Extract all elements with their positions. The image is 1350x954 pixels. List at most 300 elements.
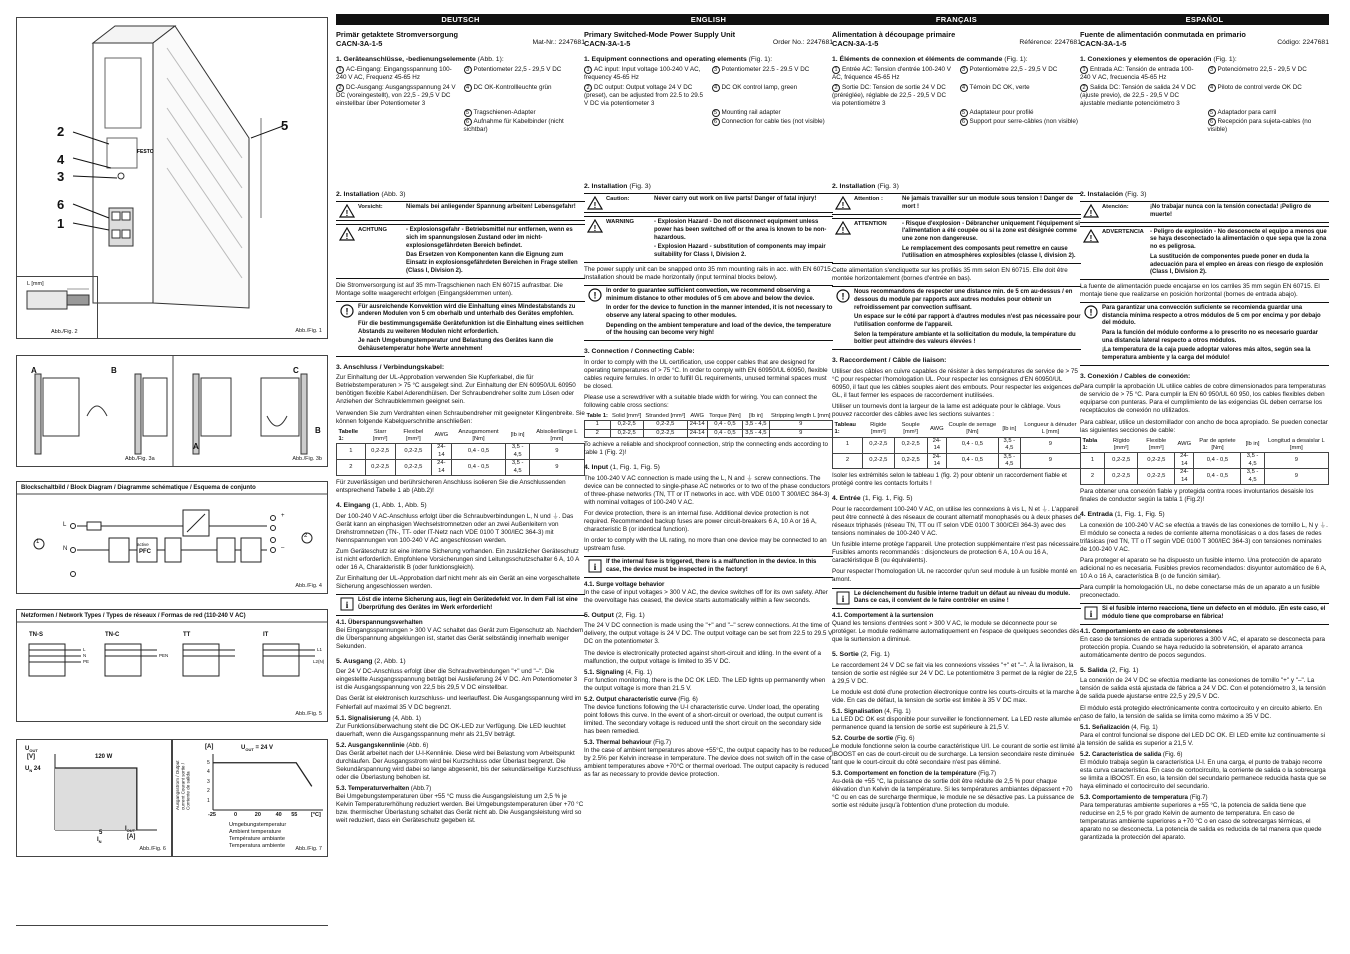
fig5-l: L bbox=[83, 647, 86, 652]
section-4-1-heading: 4.1. Surge voltage behavior bbox=[584, 580, 665, 588]
callout-2: 2 bbox=[57, 124, 65, 139]
section-1-heading: 1. Conexiones y elementos de operación (Fig. 1): bbox=[1080, 55, 1237, 63]
num-1-icon: 1 bbox=[832, 66, 840, 74]
callout-3: 3 bbox=[57, 169, 65, 184]
fig3-label-b2: B bbox=[315, 426, 321, 435]
item-3: 3 Potentiometer 22,5 - 29,5 V DC bbox=[464, 66, 586, 82]
num-1-icon: 1 bbox=[584, 66, 592, 74]
cable-table: Table 1: Solid [mm²] Stranded [mm²] AWG Torque [Nm] [lb in] Stripping length L [mm] 1 0,2-2,5 0,2-2,5 24-14 0,4 - 0,5 3,5 - 4,5 9 2 0,2-2,5 0,2-2,5 24-14 0,4 - 0,5 3,5 - 4,5 9 bbox=[584, 413, 833, 438]
order-number: Order No.: 2247681 bbox=[772, 39, 833, 47]
warning-text: - Explosion Hazard - Do not disconnect equipment unless power has been switched off or the area is known to be non-hazardous. - Explosion Hazard - substitution of components may impair suitability for Class I, Division 2. bbox=[654, 219, 827, 259]
table-row: 2 0,2-2,5 0,2-2,5 24-14 0,4 - 0,5 3,5 - 4,5 9 bbox=[1081, 469, 1329, 485]
item-5: 5 Tragschienen-Adapter bbox=[464, 109, 586, 117]
caution-text: Niemals bei anliegender Spannung arbeiten! Lebensgefahr! bbox=[406, 204, 576, 211]
ul-text: Pour respecter l'homologation UL ne raccorder qu'un seul module à un fusible monté en amont. bbox=[832, 568, 1077, 584]
ul-text: Para cumplir la homologación UL, no debe conectarse más de un aparato a un fusible preconectado. bbox=[1080, 584, 1320, 600]
num-5-icon: 5 bbox=[1208, 109, 1216, 117]
fig4-n: N bbox=[63, 546, 68, 552]
fig7-curve bbox=[213, 763, 312, 787]
connection-text-2: Utiliser un tournevis dont la largeur de la lame est adéquate pour le câblage. Vous pouvez raccorder des câbles avec les sections suivantes : bbox=[832, 402, 1061, 418]
svg-text:!: ! bbox=[841, 225, 845, 235]
svg-text:i: i bbox=[345, 600, 349, 611]
num-5-icon: 5 bbox=[712, 109, 720, 117]
fig5-tnc: TN-C bbox=[105, 632, 120, 638]
language-header: DEUTSCH bbox=[336, 14, 585, 25]
section-5-heading: 5. Ausgang (2, Abb. 1) bbox=[336, 657, 406, 665]
protection-text: The device is electronically protected against short-circuit and idling. In the event of a malfunction, the output voltage is limited to 35 V DC. bbox=[584, 649, 821, 665]
fig5-n: N bbox=[83, 653, 87, 658]
exclamation-circle-icon bbox=[336, 304, 358, 354]
figure-2-inset bbox=[17, 276, 98, 339]
bottom-rule bbox=[16, 925, 328, 926]
section-5-3-heading: 5.3. Temperaturverhalten (Abb.7) bbox=[336, 784, 432, 792]
caution-box bbox=[1080, 201, 1329, 222]
section-5-3-heading: 5.3. Comportamiento de temperatura (Fig.7) bbox=[1080, 793, 1208, 801]
section-5-2-heading: 5.2. Output characteristic curve (Fig. 6) bbox=[584, 695, 698, 703]
warning-triangle-icon bbox=[832, 221, 854, 261]
warning-box bbox=[584, 216, 833, 262]
item-1: 1 AC-Eingang: Eingangsspannung 100-240 V AC, Frequenz 45-65 Hz bbox=[336, 66, 452, 82]
input-text: La conexión de 100-240 V AC se efectúa a través de las conexiones de tornillo L, N y ⏚. El módulo se conecta a redes de corriente alterna monofásicas o a dos fases de redes trifásicas (red TN, TT o IT según VDE 0100 T 300/IEC 364-3) con tensiones nominales de 100-240 V AC. bbox=[1080, 521, 1328, 553]
fig5-caption: Abb./Fig. 5 bbox=[295, 710, 322, 717]
connection-text: In order to comply with the UL certification, use copper cables that are designed for operating temperatures of > 75 °C. In order to comply with EN 60950/UL 60950, flexible cables require ferrules. In order to fulfill GL requirements, unused terminal spaces must be closed. bbox=[584, 358, 828, 390]
section-5-2-heading: 5.2. Ausgangskennlinie (Abb. 6) bbox=[336, 741, 429, 749]
fuse-note: i Le déclenchement du fusible interne traduit un défaut au niveau du module. Dans ce cas, il convient de le faire contrôler en usine ! bbox=[832, 588, 1081, 609]
section-2-heading: 2. Installation (Fig. 3) bbox=[584, 182, 651, 190]
fig7-x-tick: 0 bbox=[234, 812, 238, 818]
item-2: 2 DC-Ausgang: Ausgangsspannung 24 V DC (voreingestellt), von 22,5 - 29,5 V DC einstellbar über Potentiometer 3 bbox=[336, 83, 456, 107]
fuse-note: i If the internal fuse is triggered, there is a malfunction in the device. In this case, the device must be inspected in the factory! bbox=[584, 556, 833, 577]
item-6: 6 Recepción para sujeta-cables (no visible) bbox=[1207, 117, 1312, 133]
connection-text: Zur Einhaltung der UL-Approbation verwenden Sie Kupferkabel, die für Betriebstemperaturen > 75 °C ausgelegt sind. Zur Einhaltung der EN 60950/UL 60950 benötigen flexible Kabel Aderendhülsen. Der Schraubendreher sollte zum Lösen oder Anziehen der Schraubklemmen geeignet sein. bbox=[336, 374, 576, 406]
table-row: 1 0,2-2,5 0,2-2,5 24-14 0,4 - 0,5 3,5 - 4,5 9 bbox=[833, 437, 1081, 453]
warning-label: ATTENTION bbox=[854, 220, 887, 227]
num-2-icon: 2 bbox=[584, 84, 592, 92]
cable-table: Tabla 1: Rígido [mm²] Flexible [mm²] AWG Par de apriete [Nm] [lb in] Longitud a desaislar L [mm] 1 0,2-2,5 0,2-2,5 24-14 0,4 - 0,5 3,5 - 4,5 9 2 0,2-2,5 0,2-2,5 24-14 0,4 - 0,5 3,5 - 4,5 9 bbox=[1080, 438, 1329, 485]
section-5-1-heading: 5.1. Signalisierung (4, Abb. 1) bbox=[336, 714, 421, 722]
signaling-text: For function monitoring, there is the DC OK LED. The LED lights up permanently when the output voltage is more than 21.5 V. bbox=[584, 676, 826, 692]
item-5: 5 Adaptateur pour profilé bbox=[960, 109, 1082, 117]
num-3-icon: 3 bbox=[960, 66, 968, 74]
callout-5: 5 bbox=[281, 118, 289, 133]
surge-text: Quand les tensions d'entrées sont > 300 V AC, le module se déconnecte pour se protéger. Le module redémarre automatiquement en l'espace de quelques secondes dès que la surtension a diminué. bbox=[832, 619, 1080, 643]
item-1: 1 AC input: Input voltage 100-240 V AC, frequency 45-65 Hz bbox=[584, 66, 701, 82]
section-5-3-heading: 5.3. Thermal behaviour (Fig.7) bbox=[584, 738, 672, 746]
info-icon bbox=[832, 591, 854, 606]
fig7-caption: Abb./Fig. 7 bbox=[295, 845, 322, 852]
fuse-text: For device protection, there is an internal fuse. Additional device protection is not required. Recommended backup fuses are power circuit-breakers 6 A, 10 A or 16 A, characteristic B (or identical function). bbox=[584, 510, 817, 534]
item-3: 3 Potentiometer 22.5 - 29.5 V DC bbox=[712, 66, 834, 82]
section-5-3-heading: 5.3. Comportement en fonction de la température (Fig.7) bbox=[832, 769, 997, 777]
order-number: Código: 2247681 bbox=[1277, 39, 1329, 47]
fig4-minus: – bbox=[281, 545, 285, 551]
stripping-text: Para obtener una conexión fiable y protegida contra roces involuntarios desaisle los finales de conductor según la tabla 1 (Fig.2)! bbox=[1080, 488, 1314, 504]
fig7-x-tick: 20 bbox=[254, 812, 261, 818]
section-5-heading: 5. Sortie (2, Fig. 1) bbox=[832, 650, 890, 658]
num-4-icon: 4 bbox=[464, 84, 472, 92]
section-5-1-heading: 5.1. Signaling (4, Fig. 1) bbox=[584, 668, 653, 676]
info-icon bbox=[336, 597, 358, 612]
svg-text:!: ! bbox=[593, 201, 597, 211]
num-5-icon: 5 bbox=[960, 109, 968, 117]
exclamation-circle-icon bbox=[1080, 305, 1102, 363]
section-4-heading: 4. Eingang (1, Abb. 1, Abb. 5) bbox=[336, 502, 427, 510]
num-2-icon: 2 bbox=[336, 84, 344, 92]
item-4: 4 Témoin DC OK, verte bbox=[960, 84, 1082, 108]
fig3-label-b: B bbox=[111, 366, 117, 375]
item-6: 6 Support pour serre-câbles (non visible) bbox=[960, 118, 1082, 126]
fig4-caption: Abb./Fig. 4 bbox=[295, 582, 322, 589]
warning-triangle-icon bbox=[584, 196, 606, 210]
fig6-un: $U_N$ 24 bbox=[25, 766, 41, 774]
cable-table: Tableau 1: Rigide [mm²] Souple [mm²] AWG Couple de serrage [Nm] [lb in] Longueur à dénuder L [mm] 1 0,2-2,5 0,2-2,5 24-14 0,4 - 0,5 3,5 - 4,5 9 2 0,2-2,5 0,2-2,5 24-14 0,4 - 0,5 3,5 - 4,5 9 bbox=[832, 422, 1081, 469]
installation-text: Cette alimentation s'encliquette sur les profilés 35 mm selon EN 60715. Elle doit être montée horizontalement (bornes d'entrée en bas). bbox=[832, 267, 1068, 283]
product-model-row bbox=[336, 39, 585, 48]
section-4-heading: 4. Input (1, Fig. 1, Fig. 5) bbox=[584, 464, 660, 472]
product-title: Fuente de alimentación conmutada en primario bbox=[1080, 30, 1246, 39]
thermal-text: Bei Umgebungstemperaturen über +55 °C muss die Ausgangsleistung um 2,5 % je Kelvin Temperaturerhöhung reduziert werden. Bei Umgebungstemperaturen über +70 °C bzw. thermischer Überlastung schaltet das Gerät nicht ab. Die Ausgangsleistung wird so weit reduziert, dass ein Geräteschutz gegeben ist. bbox=[336, 792, 584, 824]
caution-label: Vorsicht: bbox=[358, 204, 383, 211]
connection-items bbox=[832, 66, 1081, 125]
fig3a-caption: Abb./Fig. 3a bbox=[125, 455, 155, 462]
num-3-icon: 3 bbox=[1208, 66, 1216, 74]
connection-items bbox=[584, 66, 833, 125]
warning-triangle-icon bbox=[1080, 229, 1102, 277]
product-title: Alimentation à découpage primaire bbox=[832, 30, 956, 39]
section-2-heading: 2. Installation (Fig. 3) bbox=[832, 182, 899, 190]
signaling-text: Para el control funcional se dispone del LED DC OK. El LED emite luz continuamente si la tensión de salida es superior a 21,5 V. bbox=[1080, 731, 1326, 747]
product-model-row bbox=[584, 39, 833, 48]
fig4-in: 1 bbox=[36, 539, 40, 545]
section-5-heading: 5. Output (2, Fig. 1) bbox=[584, 611, 645, 619]
info-icon bbox=[1080, 606, 1102, 621]
warning-box bbox=[336, 224, 585, 278]
output-text: The 24 V DC connection is made using the "+" and "–" screw connections. At the time of delivery, the output voltage is 24 V DC. The output voltage can be set from 22.5 to 29.5 V DC on the potentiometer 3. bbox=[584, 622, 833, 646]
fig2-caption: Abb./Fig. 2 bbox=[51, 328, 78, 335]
fig5-title: Netzformen / Network Types / Types de réseaux / Formas de red (110-240 V AC) bbox=[21, 613, 246, 619]
num-5-icon: 5 bbox=[464, 109, 472, 117]
warning-triangle-icon bbox=[336, 227, 358, 275]
svg-text:!: ! bbox=[593, 290, 597, 301]
table-row: 2 0,2-2,5 0,2-2,5 24-14 0,4 - 0,5 3,5 - 4,5 9 bbox=[585, 429, 833, 437]
table-row: 1 0,2-2,5 0,2-2,5 24-14 0,4 - 0,5 3,5 - 4,5 9 bbox=[585, 421, 833, 429]
thermal-text: Para temperaturas ambiente superiores a +55 °C, la potencia de salida tiene que reducirse en 2,5 % por grado Kelvin de aumento de temperatura. En caso de temperaturas ambiente superiores a +70 °C o en caso de sobrecargas térmicas, el aparato no se desconecta. La potencia de salida es reducida de tal manera que quede garantizada la protección del aparato. bbox=[1080, 801, 1322, 841]
mounting-drawing bbox=[17, 356, 328, 467]
language-header: FRANÇAIS bbox=[832, 14, 1081, 25]
connection-text: Utiliser des câbles en cuivre capables de résister à des températures de service de > 75 °C pour respecter l'homologation UL. Pour respecter les consignes d'EN 60950/UL 60950, il faut que les câbles souples aient des embouts. Pour respecter les exigences de GL, il faut fermer les espaces de raccordement inutilisées. bbox=[832, 367, 1081, 399]
fig7-x-label: Umgebungstemperatur Ambient temperature Température ambiante Temperatura ambiente bbox=[229, 822, 287, 849]
fig3b-caption: Abb./Fig. 3b bbox=[292, 455, 322, 462]
item-4: 4 DC OK-Kontrollleuchte grün bbox=[464, 84, 586, 108]
item-3: 3 Potenciómetro 22,5 - 29,5 V DC bbox=[1208, 66, 1330, 82]
installation-text: Die Stromversorgung ist auf 35 mm-Tragschienen nach EN 60715 aufrastbar. Die Montage sollte waagerecht erfolgen (Eingangsklemmen unten). bbox=[336, 281, 563, 297]
section-3-heading: 3. Conexión / Cables de conexión: bbox=[1080, 372, 1191, 380]
convection-note: ! Für ausreichende Konvektion wird die Einhaltung eines Mindestabstands zu anderen Modulen von 5 cm oberhalb und unterhalb des Gerätes empfohlen. Für die bestimmungsgemäße Gerätefunktion ist die Einhaltung eines seitlichen Abstands zu weiteren Modulen nicht erforderlich. Je nach Umgebungstemperatur und Belastung des Gerätes kann die Gehäusetemperatur hohe Werte annehmen! bbox=[336, 301, 585, 357]
fig3-label-a2: A bbox=[193, 442, 199, 451]
input-text: The 100-240 V AC connection is made using the L, N and ⏚ screw connections. The device can be connected to single-phase AC networks or to two of the phase conductors of three-phase networks (TN, TT or IT networks in acc. with VDE 0100 T 300/IEC 364-3) with nominal voltages of 100-240 V AC. bbox=[584, 474, 831, 507]
thermal-text: In the case of ambient temperatures above +55°C, the output capacity has to be reduced by 2.5% per Kelvin increase in temperature. The device does not switch off in the case of ambient temperatures above +70°C or thermal overload. The output capacity is reduced as far as necessary to provide device protection. bbox=[584, 746, 832, 778]
protection-text: Das Gerät ist elektronisch kurzschluss- und leerlauffest. Die Ausgangsspannung wird im Fehlerfall auf maximal 35 V DC begrenzt. bbox=[336, 695, 582, 711]
column-français bbox=[832, 14, 1081, 944]
section-4-1-heading: 4.1. Comportamiento en caso de sobretensiones bbox=[1080, 627, 1223, 635]
caution-label: Attention : bbox=[854, 196, 883, 203]
num-2-icon: 2 bbox=[832, 84, 840, 92]
surge-text: In the case of input voltages > 300 V AC, the device switches off for its own safety. After the overvoltage has ceased, the device starts automatically within a few seconds. bbox=[584, 588, 828, 604]
section-3-heading: 3. Connection / Connecting Cable: bbox=[584, 347, 695, 355]
column-english bbox=[584, 14, 833, 944]
svg-text:!: ! bbox=[1089, 233, 1093, 243]
section-4-1-heading: 4.1. Comportement à la surtension bbox=[832, 611, 934, 619]
fig2-label: L [mm] bbox=[27, 281, 44, 287]
fig5-pe: PE bbox=[83, 659, 90, 664]
svg-text:!: ! bbox=[1089, 209, 1093, 219]
order-number: Référence: 2247681 bbox=[1019, 39, 1081, 47]
num-4-icon: 4 bbox=[1208, 84, 1216, 92]
svg-text:FESTO: FESTO bbox=[137, 149, 154, 155]
network-types-diagram bbox=[17, 610, 328, 722]
fig3-label-c: C bbox=[293, 366, 299, 375]
section-4-heading: 4. Entrada (1, Fig. 1, Fig. 5) bbox=[1080, 511, 1165, 519]
figure-6 bbox=[16, 739, 172, 857]
section-1-heading: 1. Éléments de connexion et éléments de commande (Fig. 1): bbox=[832, 55, 1028, 63]
fig6-in-label: $I_N$ bbox=[97, 837, 102, 845]
section-5-1-heading: 5.1. Signalisation (4, Fig. 1) bbox=[832, 707, 911, 715]
characteristic-text: The device functions following the U-I characteristic curve. Under load, the operating point follows this curve. In the event of a short-circuit or overload, the output current is limited. The secondary voltage is reduced until the short circuit on the secondary side has been remedied. bbox=[584, 703, 823, 735]
num-6-icon: 6 bbox=[464, 118, 472, 126]
connection-text-2: Para cablear, utilice un destornillador con ancho de boca apropiado. Se pueden conectar las siguientes secciones de cable: bbox=[1080, 418, 1328, 434]
order-number: Mat-Nr.: 2247681 bbox=[532, 39, 585, 47]
caution-box bbox=[336, 201, 585, 221]
stripping-text: Für zuverlässigen und berührsicheren Anschluss isolieren Sie die Anschlussenden entsprechend Tabelle 1 ab (Abb.2)! bbox=[336, 479, 566, 495]
connection-text-2: Verwenden Sie zum Verdrahten einen Schraubendreher mit geeigneter Klingenbreite. Sie können folgende Kabelquerschnitte anschließen: bbox=[336, 409, 585, 425]
warning-text: - Risque d'explosion - Débrancher uniquement l'équipement si l'alimentation a été coupée ou si la zone est désignée comme une zone non dangereuse. Le remplacement des composants peut remettre en cause l'utilisation en atmosphères explosibles (classe I, division 2). bbox=[902, 220, 1080, 260]
svg-text:!: ! bbox=[345, 232, 349, 242]
fig6-caption: Abb./Fig. 6 bbox=[139, 845, 166, 852]
stripping-text: Isoler les extrémités selon le tableau 1 (fig. 2) pour obtenir un raccordement fiable et protégé contre les contacts fortuits ! bbox=[832, 472, 1067, 488]
warning-label: ACHTUNG bbox=[358, 227, 387, 234]
model-number: CACN-3A-1-5 bbox=[1080, 39, 1127, 49]
language-header: ENGLISH bbox=[584, 14, 833, 25]
num-1-icon: 1 bbox=[1080, 66, 1088, 74]
warning-box bbox=[832, 218, 1081, 264]
section-3-heading: 3. Raccordement / Câble de liaison: bbox=[832, 356, 947, 364]
column-deutsch bbox=[336, 14, 585, 944]
table-row: 2 0,2-2,5 0,2-2,5 24-14 0,4 - 0,5 3,5 - 4,5 9 bbox=[833, 453, 1081, 469]
fig5-l1: L1 bbox=[317, 647, 323, 652]
output-text: La conexión de 24 V DC se efectúa mediante las conexiones de tornillo "+" y "–". La tensión de salida está ajustada de fábrica a 24 V DC. Con el potenciómetro 3, la tensión de salida puede ajustarse entre 22,5 y 29,5 V DC. bbox=[1080, 677, 1326, 701]
fig6-x-unit: [A] bbox=[127, 834, 136, 840]
figure-4 bbox=[16, 481, 328, 594]
item-5: 5 Mounting rail adapter bbox=[712, 109, 834, 117]
fig5-it: IT bbox=[263, 632, 269, 638]
surge-text: Bei Eingangsspannungen > 300 V AC schaltet das Gerät zum Eigenschutz ab. Nachdem die Überspannung abgeklungen ist, startet das Gerät selbständig innerhalb weniger Sekunden. bbox=[336, 626, 584, 650]
table-row: 2 0,2-2,5 0,2-2,5 24-14 0,4 - 0,5 3,5 - 4,5 9 bbox=[337, 460, 585, 476]
item-6: 6 Aufnahme für Kabelbinder (nicht sichtbar) bbox=[463, 117, 564, 133]
num-1-icon: 1 bbox=[336, 66, 344, 74]
model-number: CACN-3A-1-5 bbox=[584, 39, 631, 49]
fuse-text: Zum Geräteschutz ist eine interne Sicherung vorhanden. Ein zusätzlicher Geräteschutz ist nicht erforderlich. Empfohlene Vorsicherungen sind Leitungsschutzschalter 6 A, 10 A oder 16 A, Charakteristik B (oder funktionsgleich). bbox=[336, 548, 579, 572]
convection-note: ! In order to guarantee sufficient convection, we recommend observing a minimum distance to other modules of 5 cm above and below the device. In order for the device to function in the manner intended, it is not necessary to observe any lateral spacing to other modules. Depending on the ambient temperature and load of the device, the temperature of the housing can become very high! bbox=[584, 285, 833, 341]
cable-table: Tabelle 1: Starr [mm²] Flexibel [mm²] AWG Anzugsmoment [Nm] [lb in] Abisolierlänge L [mm] 1 0,2-2,5 0,2-2,5 24-14 0,4 - 0,5 3,5 - 4,5 9 2 0,2-2,5 0,2-2,5 24-14 0,4 - 0,5 3,5 - 4,5 9 bbox=[336, 429, 585, 476]
product-title: Primär getaktete Stromversorgung bbox=[336, 30, 458, 39]
product-model-row bbox=[1080, 39, 1329, 48]
protection-text: El módulo está protegido electrónicamente contra cortocircuito y en circuito abierto. En caso de fallo, la tensión de salida se limita como máximo a 35 V DC. bbox=[1080, 704, 1322, 720]
warning-triangle-icon bbox=[336, 204, 358, 218]
fig4-title: Blockschaltbild / Block Diagram / Diagramme schématique / Esquema de conjunto bbox=[21, 485, 256, 491]
section-3-heading: 3. Anschluss / Verbindungskabel: bbox=[336, 363, 445, 371]
fig6-in-value: 5 bbox=[99, 830, 103, 836]
column-español bbox=[1080, 14, 1329, 944]
num-6-icon: 6 bbox=[1208, 118, 1216, 126]
figure-7 bbox=[172, 739, 328, 857]
section-5-heading: 5. Salida (2, Fig. 1) bbox=[1080, 666, 1139, 674]
input-text: Der 100-240 V AC-Anschluss erfolgt über die Schraubverbindungen L, N und ⏚. Das Gerät kann an einphasigen Wechselstromnetzen oder an zwei Außenleitern von Drehstromnetzen (TN-, TT- oder IT-Netz nach VDE 0100 T 300/IEC 364-3) mit Nennspannungen von 100-240 V AC angeschlossen werden. bbox=[336, 512, 574, 544]
fuse-text: Un fusible interne protège l'appareil. Une protection supplémentaire n'est pas nécessaire. Fusibles amonts recommandés : disjoncteurs de protection 6 A, 10 A ou 16 A, caractéristique B (ou équivalents). bbox=[832, 541, 1081, 565]
fig4-active: active bbox=[137, 542, 149, 547]
warning-triangle-icon bbox=[832, 196, 854, 211]
thermal-text: Au-delà de +55 °C, la puissance de sortie doit être réduite de 2,5 % pour chaque élévation d'un Kelvin de la température. Si les températures ambiantes dépassent +70 °C ou en cas de surcharge thermique, le module ne se désactive pas. La puissance de sortie est réduite jusqu'à l'obtention d'une protection du module. bbox=[832, 777, 1074, 810]
fig7-y-tick: 1 bbox=[207, 797, 210, 804]
connection-text: Para cumplir la aprobación UL utilice cables de cobre dimensionados para temperaturas de servicio de > 75 °C. Para cumplir la EN 60 950/UL 60 950, los cables flexibles deben equiparse con punteras. Para el cumplimiento de las exigencias GL deben cerrarse los receptáculos de conexión no utilizados. bbox=[1080, 383, 1326, 415]
figure-1 bbox=[16, 17, 328, 339]
num-3-icon: 3 bbox=[712, 66, 720, 74]
item-1: 1 Entrée AC: Tension d'entrée 100-240 V AC, fréquence 45-65 Hz bbox=[832, 66, 951, 82]
signaling-text: Zur Funktionsüberwachung steht die DC OK-LED zur Verfügung. Die LED leuchtet dauerhaft, wenn die Ausgangsspannung mehr als 21,5V beträgt. bbox=[336, 722, 566, 738]
caution-text: ¡No trabajar nunca con la tensión conectada! ¡Peligro de muerte! bbox=[1150, 204, 1312, 219]
num-4-icon: 4 bbox=[712, 84, 720, 92]
caution-box bbox=[832, 193, 1081, 214]
characteristic-text: Le module fonctionne selon la courbe caractéristique U/I. Le courant de sortie est limité à IBOOST en cas de court-circuit ou de surcharge. La tension secondaire reste diminuée tant que le court-circuit du côté secondaire n'est pas éliminé. bbox=[832, 742, 1081, 766]
svg-text:i: i bbox=[1089, 609, 1093, 620]
svg-text:!: ! bbox=[1089, 307, 1093, 318]
ul-text: In order to comply with the UL rating, no more than one device may be connected to an upstream fuse. bbox=[584, 537, 827, 553]
table-row: 1 0,2-2,5 0,2-2,5 24-14 0,4 - 0,5 3,5 - 4,5 9 bbox=[337, 444, 585, 460]
info-icon bbox=[584, 559, 606, 574]
model-number: CACN-3A-1-5 bbox=[336, 39, 383, 49]
section-1-heading: 1. Geräteanschlüsse, -bedienungselemente (Abb. 1): bbox=[336, 55, 504, 63]
item-2: 2 DC output: Output voltage 24 V DC (preset), can be adjusted from 22.5 to 29.5 V DC via potentiometer 3 bbox=[584, 83, 704, 107]
fig7-series: $U_{OUT} = 24$ V bbox=[241, 745, 273, 753]
section-4-1-heading: 4.1. Überspannungsverhalten bbox=[336, 618, 423, 626]
svg-text:!: ! bbox=[841, 291, 845, 302]
section-5-1-heading: 5.1. Señalización (4, Fig. 1) bbox=[1080, 723, 1158, 731]
warning-triangle-icon bbox=[1080, 204, 1102, 219]
item-1: 1 Entrada AC: Tensión de entrada 100-240 V AC, frecuencia 45-65 Hz bbox=[1080, 66, 1194, 82]
fuse-text: Para proteger el aparato se ha dispuesto un fusible interno. Una protección de aparato adicional no es necesaria. Fusibles previos recomendados: disyuntor automático de 6 A, 10 A o 16 A, característica B (o de función similar). bbox=[1080, 557, 1327, 581]
fig7-x-tick: -25 bbox=[208, 812, 216, 818]
fig7-y-tick: 5 bbox=[207, 759, 210, 766]
fig7-y-tick: 3 bbox=[207, 778, 210, 785]
figure-3 bbox=[16, 355, 328, 467]
caution-label: Caution: bbox=[606, 196, 630, 203]
fig5-tt: TT bbox=[183, 632, 191, 638]
ul-text: Zur Einhaltung der UL-Approbation darf nicht mehr als ein Gerät an eine vorgeschaltete Sicherung angeschlossen werden. bbox=[336, 575, 580, 591]
fig4-l: L bbox=[63, 522, 67, 528]
table-row: 1 0,2-2,5 0,2-2,5 24-14 0,4 - 0,5 3,5 - 4,5 9 bbox=[1081, 453, 1329, 469]
fig4-plus: + bbox=[281, 513, 285, 519]
fig7-y-label: Ausgangsstrom / Output current Courant sortie / Corriente de salida bbox=[175, 760, 191, 810]
fig5-l2: L2(N) bbox=[313, 659, 325, 664]
output-text: Der 24 V DC-Anschluss erfolgt über die Schraubverbindungen "+" und "–". Die eingestellte Ausgangsspannung beträgt bei Auslieferung 24 V DC. Am Potentiometer 3 ist die Ausgangsspannung von 22,5 bis 29,5 V DC einstellbar. bbox=[336, 668, 578, 692]
surge-text: En caso de tensiones de entrada superiores a 300 V AC, el aparato se desconecta para protección propia. Cuando se haya reducido la sobretensión, el aparato arranca automáticamente dentro de pocos segundos. bbox=[1080, 635, 1326, 659]
item-3: 3 Potentiomètre 22,5 - 29,5 V DC bbox=[960, 66, 1082, 82]
num-6-icon: 6 bbox=[960, 118, 968, 126]
warning-text: - Explosionsgefahr - Betriebsmittel nur entfernen, wenn es sich im spannungslosen Zustand oder im nicht-explosionsgefährdeten Bereich befindet. Das Ersetzen von Komponenten kann die Eignung zum Einsatz in explosionsgefährdeten Bereichen in Frage stellen (Class I, Division 2). bbox=[406, 227, 578, 274]
caution-text: Never carry out work on live parts! Danger of fatal injury! bbox=[654, 196, 817, 203]
fig5-pen: PEN bbox=[159, 653, 169, 658]
svg-text:!: ! bbox=[345, 306, 349, 317]
fig3-label-a: A bbox=[31, 366, 37, 375]
svg-text:i: i bbox=[841, 593, 845, 604]
fig4-pfc: PFC bbox=[139, 549, 151, 555]
product-title: Primary Switched-Mode Power Supply Unit bbox=[584, 30, 736, 39]
fig7-y-tick: 4 bbox=[207, 769, 210, 776]
fig6-y-label: $U_{OUT}$ bbox=[25, 746, 38, 754]
fig6-x-label: $I_{OUT}$ bbox=[125, 826, 136, 834]
callout-6: 6 bbox=[57, 197, 65, 212]
callout-4: 4 bbox=[57, 152, 65, 167]
section-2-heading: 2. Instalación (Fig. 3) bbox=[1080, 190, 1147, 198]
convection-note: ! Nous recommandons de respecter une distance min. de 5 cm au-dessus / en dessous du module par rapports aux autres modules pour obtenir un refroidissement par convection suffisant. Un espace sur le côté par rapport à d'autres modules n'est pas nécessaire pour l'utilisation conforme de l'appareil. Selon la température ambiante et la sollicitation du module, la température du boîtier peut atteindre des valeurs élevées ! bbox=[832, 286, 1081, 350]
exclamation-circle-icon bbox=[584, 288, 606, 338]
fig6-y-unit: [V] bbox=[27, 754, 35, 760]
num-6-icon: 6 bbox=[712, 118, 720, 126]
language-header: ESPAÑOL bbox=[1080, 14, 1329, 25]
section-5-2-heading: 5.2. Courbe de sortie (Fig. 6) bbox=[832, 734, 915, 742]
model-number: CACN-3A-1-5 bbox=[832, 39, 879, 49]
fig1-caption: Abb./Fig. 1 bbox=[295, 327, 322, 334]
item-2: 2 Salida DC: Tensión de salida 24 V DC (ajuste previo), de 22,5 - 29,5 V DC ajustable mediante potenciómetro 3 bbox=[1080, 83, 1196, 107]
svg-text:!: ! bbox=[593, 224, 597, 234]
svg-text:!: ! bbox=[345, 209, 349, 219]
warning-label: WARNING bbox=[606, 219, 635, 226]
figure-5 bbox=[16, 609, 328, 722]
characteristic-text: El módulo trabaja según la característica U-I. En una carga, el punto de trabajo recorre esta curva característica. En caso de cortocircuito, la corriente de salida o la sobrecarga se limita a IBOOST. En eso, la tensión del secundario permanece reducida hasta que se haya eliminado el cortocircuito del secundario. bbox=[1080, 758, 1327, 790]
connection-text-2: Please use a screwdriver with a suitable blade width for wiring. You can connect the following cable cross sections: bbox=[584, 393, 818, 409]
fig5-tns: TN-S bbox=[29, 632, 43, 638]
num-4-icon: 4 bbox=[960, 84, 968, 92]
fig7-y-unit: [A] bbox=[205, 744, 214, 750]
installation-text: La fuente de alimentación puede encajarse en los carriles 35 mm según EN 60715. El montaje tiene que realizarse en posición horizontal (bornes de entrada abajo). bbox=[1080, 282, 1320, 298]
fuse-note: i Si el fusible interno reacciona, tiene un defecto en el módulo. ¡En este caso, el módulo tiene que comprobarse en fábrica! bbox=[1080, 603, 1329, 624]
item-5: 5 Adaptador para carril bbox=[1208, 109, 1330, 117]
connection-items bbox=[1080, 66, 1329, 133]
callout-1: 1 bbox=[57, 216, 65, 231]
installation-text: The power supply unit can be snapped onto 35 mm mounting rails in acc. with EN 60715. Installation should be made horizontally (input terminal blocks below). bbox=[584, 265, 833, 281]
fuse-note: i Löst die interne Sicherung aus, liegt ein Gerätedefekt vor. In dem Fall ist eine Überprüfung des Gerätes im Werk erforderlich! bbox=[336, 594, 585, 615]
fig6-power: 120 W bbox=[95, 754, 113, 760]
warning-triangle-icon bbox=[584, 219, 606, 259]
product-model-row bbox=[832, 39, 1081, 48]
caution-label: Atención: bbox=[1102, 204, 1129, 211]
warning-label: ADVERTENCIA bbox=[1102, 228, 1144, 235]
convection-note: ! Para garantizar una convección suficiente se recomienda guardar una distancia mínima respecto a otros módulos de 5 cm por encima y por debajo del módulo. Para la función del módulo conforme a lo prescrito no es necesario guardar una distancia lateral respecto a otros módulos. ¡La temperatura de la caja puede adoptar valores más altos, según sea la temperatura ambiente y la carga del módulo! bbox=[1080, 302, 1329, 366]
output-text: Le raccordement 24 V DC se fait via les connexions vissées "+" et "–". À la livraison, la tension de sortie est réglée sur 24 V DC. Le potentiomètre 3 permet de la régler de 22,5 à 29,5 V DC. bbox=[832, 661, 1078, 685]
fig7-x-tick: 40 bbox=[275, 812, 282, 818]
item-2: 2 Sortie DC: Tension de sortie 24 V DC (préréglée), réglable de 22,5 - 29,5 V DC via potentiomètre 3 bbox=[832, 83, 947, 107]
svg-text:i: i bbox=[593, 562, 597, 573]
fig6-power-area bbox=[55, 768, 137, 830]
item-4: 4 DC OK control lamp, green bbox=[712, 84, 834, 108]
signaling-text: La LED DC OK est disponible pour surveiller le fonctionnement. La LED reste allumée en permanence quand la tension de sortie est supérieure à 21,5 V. bbox=[832, 715, 1081, 731]
exclamation-circle-icon bbox=[832, 289, 854, 347]
block-diagram bbox=[17, 482, 328, 594]
svg-text:!: ! bbox=[841, 201, 845, 211]
characteristic-text: Das Gerät arbeitet nach der U-I-Kennlinie. Diese wird bei Belastung vom Arbeitspunkt durchlaufen. Der Ausgangsstrom wird bei Kurzschluss oder Überlast begrenzt. Die Sekundärspannung wird dabei so lange abgesenkt, bis der sekundärseitige Kurzschluss oder die Überlastung behoben ist. bbox=[336, 749, 582, 781]
section-1-heading: 1. Equipment connections and operating elements (Fig. 1): bbox=[584, 55, 773, 63]
connection-items bbox=[336, 66, 585, 133]
fig4-out: 2 bbox=[304, 533, 308, 539]
